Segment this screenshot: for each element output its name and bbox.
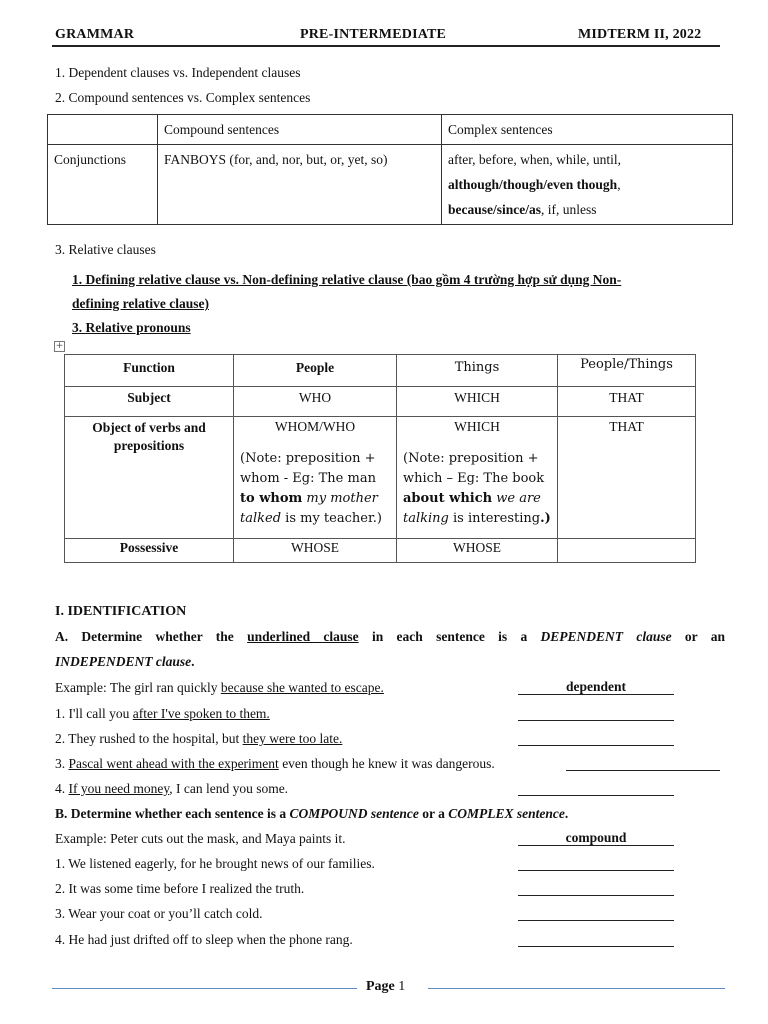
topic-3: 3. Relative clauses xyxy=(55,242,156,257)
relative-sub3: 3. Relative pronouns xyxy=(72,320,191,335)
footer-rule-left xyxy=(52,988,357,989)
pron-possessive-people: WHOSE xyxy=(234,539,397,563)
note-things-bold: about which xyxy=(403,491,493,506)
qa3-underlined: Pascal went ahead with the experiment xyxy=(68,756,279,771)
answer-blank-b2[interactable] xyxy=(518,881,674,896)
question-b4: 4. He had just drifted off to sleep when the phone rang. xyxy=(55,932,353,947)
conj-table-corner xyxy=(48,115,158,145)
answer-blank-a4[interactable] xyxy=(518,781,674,796)
note-people-bold: to whom xyxy=(240,491,303,506)
relative-sub1-line2: defining relative clause) xyxy=(72,296,209,311)
question-a3 xyxy=(55,756,495,772)
conj-causal: because/since/as xyxy=(448,202,541,217)
part-b-compound: COMPOUND sentence xyxy=(289,806,419,821)
part-a-example xyxy=(55,680,384,696)
pron-head-both: People/Things xyxy=(558,355,696,387)
header-rule xyxy=(52,45,720,47)
note-things-end: is interesting xyxy=(448,511,541,526)
part-a-instruction-line1 xyxy=(55,629,725,645)
header-exam: MIDTERM II, 2022 xyxy=(578,27,702,42)
part-a-underlined: underlined clause xyxy=(247,629,359,644)
pron-subject-people: WHO xyxy=(234,387,397,417)
example-a-text: Example: The girl ran quickly xyxy=(55,680,221,695)
example-a-answer: dependent xyxy=(518,680,674,695)
note-people-text: (Note: preposition + whom - Eg: The man xyxy=(240,451,376,486)
conj-comma: , xyxy=(617,177,621,192)
qa4-text: 4. xyxy=(55,781,69,796)
relative-pronouns-table xyxy=(64,354,696,563)
answer-blank-a1[interactable] xyxy=(518,706,674,721)
qa1-text: 1. I'll call you xyxy=(55,706,133,721)
pron-possessive-both xyxy=(558,539,696,563)
pron-head-things: Things xyxy=(397,355,558,387)
note-things-close: .) xyxy=(540,511,551,526)
pron-subject-label: Subject xyxy=(65,387,234,417)
conj-complex-line-3 xyxy=(448,197,726,222)
conj-complex-cell xyxy=(442,145,733,225)
conj-tail: , if, unless xyxy=(541,202,597,217)
example-b-answer: compound xyxy=(518,831,674,846)
footer-rule-right xyxy=(428,988,725,989)
answer-blank-a3[interactable] xyxy=(566,756,720,771)
footer-page xyxy=(366,979,405,995)
pron-head-function: Function xyxy=(65,355,234,387)
conj-row-label: Conjunctions xyxy=(48,145,158,225)
conjunctions-table xyxy=(47,114,733,225)
note-things-italic: we are talking xyxy=(403,491,541,526)
part-a-dependent: DEPENDENT clause xyxy=(540,629,672,644)
footer-page-label: Page xyxy=(366,979,395,994)
question-b1: 1. We listened eagerly, for he brought news of our families. xyxy=(55,856,375,871)
conj-head-complex: Complex sentences xyxy=(442,115,733,145)
section-title: I. IDENTIFICATION xyxy=(55,604,187,619)
part-b-instruction xyxy=(55,806,568,822)
question-a1 xyxy=(55,706,270,722)
pron-note-things xyxy=(397,435,557,529)
conj-complex-line-2 xyxy=(448,172,726,197)
answer-blank-b4[interactable] xyxy=(518,932,674,947)
conj-complex-line-1: after, before, when, while, until, xyxy=(448,152,622,167)
qa3-text: 3. xyxy=(55,756,69,771)
pron-note-people xyxy=(234,435,396,529)
note-people-italic: my mother talked xyxy=(240,491,378,526)
pron-head-people: People xyxy=(234,355,397,387)
qa2-underlined: they were too late. xyxy=(242,731,343,746)
question-a4 xyxy=(55,781,288,797)
footer-page-number: 1 xyxy=(398,979,406,994)
example-a-underlined: because she wanted to escape. xyxy=(220,680,384,695)
part-a-end: or an xyxy=(671,629,725,644)
pron-subject-both: THAT xyxy=(558,387,696,417)
conj-concessive: although/though/even though xyxy=(448,177,618,192)
pron-object-both: THAT xyxy=(558,417,696,539)
question-a2 xyxy=(55,731,342,747)
qa4-post: , I can lend you some. xyxy=(169,781,289,796)
question-b2: 2. It was some time before I realized the truth. xyxy=(55,881,305,896)
note-people-end: is my teacher.) xyxy=(281,511,382,526)
pron-object-label: Object of verbs and prepositions xyxy=(65,417,234,539)
pron-object-people: WHOM/WHO xyxy=(274,419,356,434)
part-a-text: A. Determine whether the xyxy=(55,629,248,644)
topic-1: 1. Dependent clauses vs. Independent clauses xyxy=(55,65,301,80)
pron-object-things-cell xyxy=(397,417,558,539)
pron-possessive-label: Possessive xyxy=(65,539,234,563)
part-b-text: B. Determine whether each sentence is a xyxy=(55,806,290,821)
part-a-instruction-line2 xyxy=(55,654,195,670)
conj-head-compound: Compound sentences xyxy=(158,115,442,145)
qa4-underlined: If you need money xyxy=(68,781,170,796)
part-b-end: . xyxy=(564,806,569,821)
header-subject: GRAMMAR xyxy=(55,27,135,42)
answer-blank-a2[interactable] xyxy=(518,731,674,746)
pron-possessive-things: WHOSE xyxy=(397,539,558,563)
qa1-underlined: after I've spoken to them. xyxy=(132,706,270,721)
part-a-independent: INDEPENDENT clause xyxy=(55,654,192,669)
pron-object-people-cell xyxy=(234,417,397,539)
part-a-mid: in each sentence is a xyxy=(358,629,541,644)
pron-object-things: WHICH xyxy=(454,419,500,434)
pron-subject-things: WHICH xyxy=(397,387,558,417)
part-b-complex: COMPLEX sentence xyxy=(448,806,565,821)
conj-compound-cell: FANBOYS (for, and, nor, but, or, yet, so) xyxy=(158,145,442,225)
note-things-text: (Note: preposition + which – Eg: The book xyxy=(403,451,545,486)
part-a-period: . xyxy=(191,654,195,669)
table-move-handle-icon[interactable]: + xyxy=(55,341,64,351)
relative-sub1-line1: 1. Defining relative clause vs. Non-defining relative clause (bao gồm 4 trường hợp sử dụng Non- xyxy=(72,272,622,287)
qa2-text: 2. They rushed to the hospital, but xyxy=(55,731,243,746)
header-level: PRE-INTERMEDIATE xyxy=(300,27,447,42)
part-b-mid: or a xyxy=(418,806,449,821)
part-b-example: Example: Peter cuts out the mask, and Maya paints it. xyxy=(55,831,346,846)
qa3-post: even though he knew it was dangerous. xyxy=(278,756,495,771)
question-b3: 3. Wear your coat or you’ll catch cold. xyxy=(55,906,263,921)
topic-2: 2. Compound sentences vs. Complex sentences xyxy=(55,90,311,105)
answer-blank-b1[interactable] xyxy=(518,856,674,871)
answer-blank-b3[interactable] xyxy=(518,906,674,921)
